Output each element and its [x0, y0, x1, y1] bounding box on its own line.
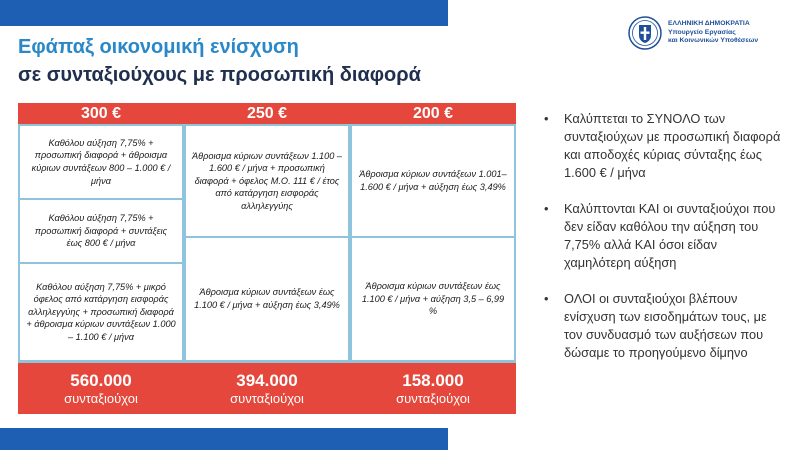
greek-coat-of-arms-icon	[628, 16, 662, 50]
table-cell: Άθροισμα κύριων συντάξεων έως 1.100 € / μήνα + αύξηση έως 3,49%	[186, 238, 348, 360]
bullet-text: Καλύπτονται ΚΑΙ οι συνταξιούχοι που δεν είδαν καθόλου την αύξηση του 7,75% αλλά ΚΑΙ όσοι είδαν χαμηλότερη αύξηση	[564, 201, 776, 270]
table-cell: Καθόλου αύξηση 7,75% + προσωπική διαφορά + άθροισμα κύριων συντάξεων 800 – 1.000 € / μήνα	[20, 126, 182, 198]
total-count: 394.000	[236, 371, 298, 390]
table-cell: Καθόλου αύξηση 7,75% + μικρό όφελος από κατάργηση εισφοράς αλληλεγγύης + προσωπική διαφορά + άθροισμα κύριων συντάξεων 1.000 – 1.100 € / μήνα	[20, 264, 182, 360]
list-item	[540, 110, 785, 182]
top-accent-bar	[0, 0, 448, 26]
table-cell: Άθροισμα κύριων συντάξεων έως 1.100 € / μήνα + αύξηση 3,5 – 6,99 %	[352, 238, 514, 360]
ministry-name	[668, 20, 758, 46]
table-column-200	[350, 103, 516, 414]
column-total	[184, 363, 350, 414]
bullet-icon: •	[544, 291, 549, 306]
total-label: συνταξιούχοι	[64, 391, 138, 406]
total-count: 560.000	[70, 371, 132, 390]
table-cell: Καθόλου αύξηση 7,75% + προσωπική διαφορά + συντάξεις έως 800 € / μήνα	[20, 200, 182, 262]
bullet-icon: •	[544, 201, 549, 216]
logo-line-2: Υπουργείο Εργασίας	[668, 28, 736, 36]
list-item	[540, 200, 785, 272]
column-header: 250 €	[184, 103, 350, 124]
table-cell: Άθροισμα κύριων συντάξεων 1.001– 1.600 € / μήνα + αύξηση έως 3,49%	[352, 126, 514, 236]
logo-line-1: ΕΛΛΗΝΙΚΗ ΔΗΜΟΚΡΑΤΙΑ	[668, 20, 750, 27]
list-item	[540, 290, 785, 362]
bullet-text: Καλύπτεται το ΣΥΝΟΛΟ των συνταξιούχων με προσωπική διαφορά και αποδοχές κύριας σύνταξης έως 1.600 € / μήνα	[564, 111, 781, 180]
bullet-icon: •	[544, 111, 549, 126]
column-total	[350, 363, 516, 414]
total-label: συνταξιούχοι	[396, 391, 470, 406]
column-header: 200 €	[350, 103, 516, 124]
bottom-accent-bar	[0, 428, 448, 450]
support-table	[18, 103, 516, 414]
key-points-list	[540, 110, 785, 380]
table-column-300	[18, 103, 184, 414]
column-total	[18, 363, 184, 414]
table-column-250	[184, 103, 350, 414]
bullet-text: ΟΛΟΙ οι συνταξιούχοι βλέπουν ενίσχυση των εισοδημάτων τους, με τον συνδυασμό των αυξήσεων που δώσαμε το προηγούμενο δίμηνο	[564, 291, 767, 360]
table-cell: Άθροισμα κύριων συντάξεων 1.100 – 1.600 € / μήνα + προσωπική διαφορά + όφελος Μ.Ο. 111 € / έτος από κατάργηση εισφοράς αλληλεγγύης	[186, 126, 348, 236]
column-header: 300 €	[18, 103, 184, 124]
logo-line-3: και Κοινωνικών Υποθέσεων	[668, 37, 759, 44]
total-count: 158.000	[402, 371, 464, 390]
page-title: Εφάπαξ οικονομική ενίσχυση	[18, 36, 299, 58]
total-label: συνταξιούχοι	[230, 391, 304, 406]
page-subtitle: σε συνταξιούχους με προσωπική διαφορά	[18, 64, 421, 86]
